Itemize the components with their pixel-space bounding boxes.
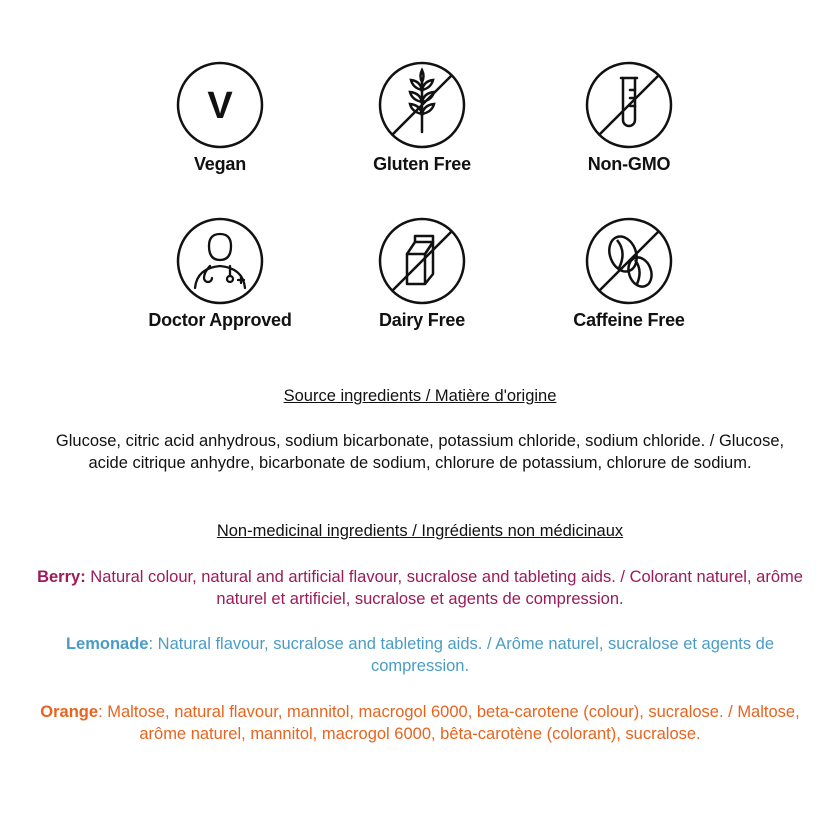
flavour-text-lemonade: : Natural flavour, sucralose and tableting aids. / Arôme naturel, sucralose et agents de compression.	[148, 635, 775, 675]
vegan-letter: V	[207, 85, 233, 127]
coffee-bean-crossed-icon	[584, 216, 674, 306]
badge-dairy-free	[322, 216, 522, 331]
milk-carton-crossed-icon	[377, 216, 467, 306]
flavour-lemonade	[30, 633, 810, 677]
flavour-name-berry: Berry:	[37, 568, 86, 586]
badge-label-vegan: Vegan	[193, 154, 247, 174]
source-heading: Source ingredients / Matière d'origine	[283, 387, 557, 405]
vegan-v-icon	[175, 60, 265, 150]
badge-non-gmo	[529, 60, 729, 175]
flavour-name-orange: Orange	[40, 703, 99, 721]
flavour-text-orange: : Maltose, natural flavour, mannitol, macrogol 6000, beta-carotene (colour), sucralose. / Maltose, arôme naturel, mannitol, macrogol 6000, bêta-carotène (colorant), sucralose.	[98, 703, 800, 743]
test-tube-crossed-icon	[584, 60, 674, 150]
badge-vegan	[120, 60, 320, 175]
wheat-crossed-icon	[377, 60, 467, 150]
badge-label-gluten-free: Gluten Free	[373, 154, 471, 174]
badge-label-dairy-free: Dairy Free	[378, 310, 466, 330]
flavour-name-lemonade: Lemonade	[65, 635, 149, 653]
flavour-berry	[30, 566, 810, 610]
badge-caffeine-free	[529, 216, 729, 331]
badge-gluten-free	[322, 60, 522, 175]
doctor-icon	[175, 216, 265, 306]
badge-label-doctor-approved: Doctor Approved	[148, 310, 292, 330]
badge-label-non-gmo: Non-GMO	[587, 154, 671, 174]
flavour-orange	[20, 701, 820, 745]
flavour-text-berry: Natural colour, natural and artificial flavour, sucralose and tableting aids. / Colorant naturel, arôme naturel et artificiel, sucralose et agents de compression.	[85, 568, 803, 608]
non-medicinal-heading: Non-medicinal ingredients / Ingrédients non médicinaux	[216, 522, 624, 540]
source-text: Glucose, citric acid anhydrous, sodium bicarbonate, potassium chloride, sodium chloride. / Glucose, acide citrique anhydre, bicarbonate de sodium, chlorure de potassium, chlorure de sodium.	[55, 432, 785, 472]
badge-doctor-approved	[120, 216, 320, 331]
badge-label-caffeine-free: Caffeine Free	[573, 310, 685, 330]
